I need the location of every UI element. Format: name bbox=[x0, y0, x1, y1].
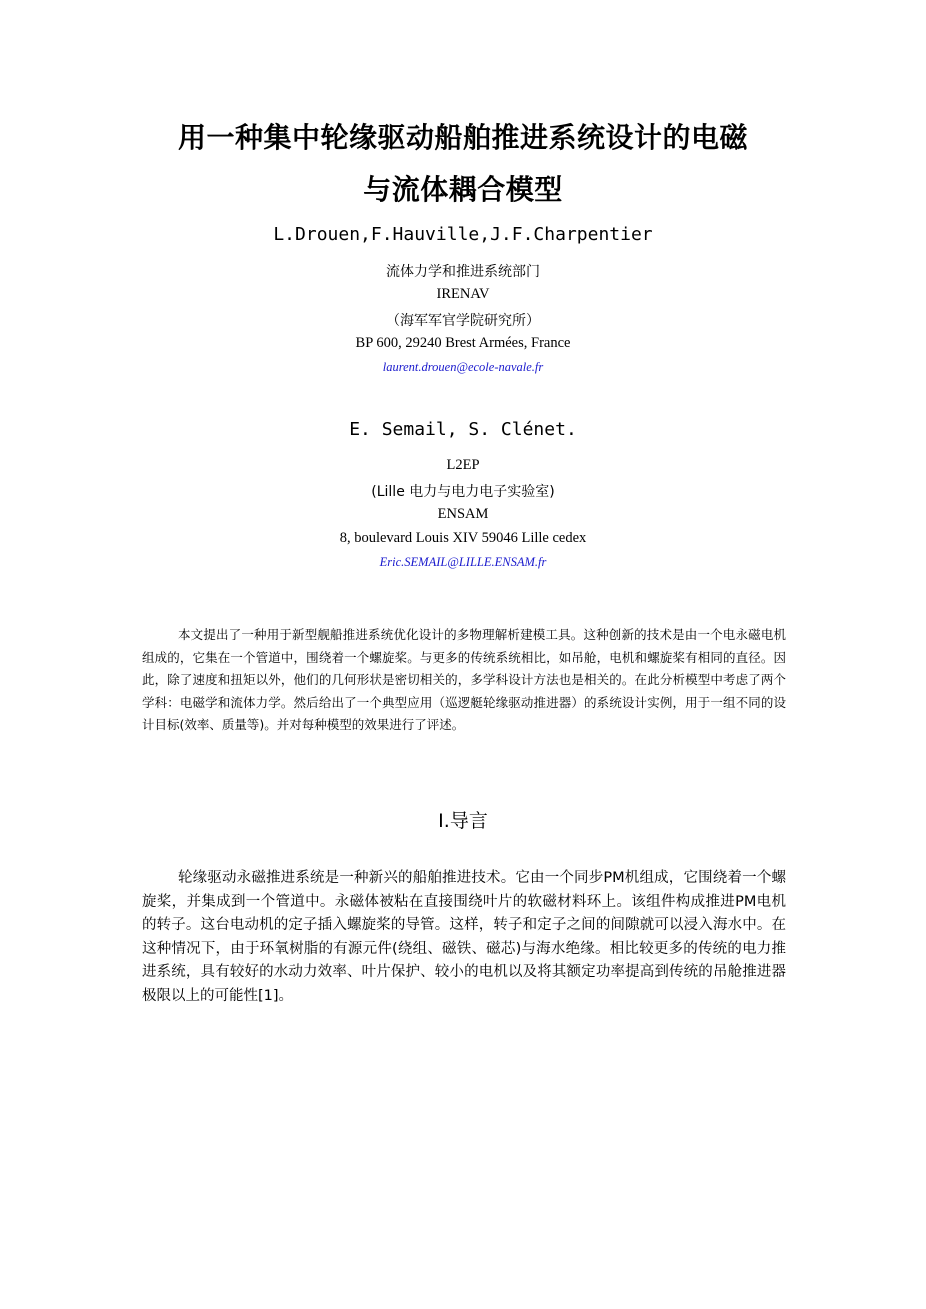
authors-group-1: L.Drouen,F.Hauville,J.F.Charpentier bbox=[273, 224, 653, 245]
address-2: 8, boulevard Louis XIV 59046 Lille cedex bbox=[339, 530, 587, 546]
paper-title-line-2: 与流体耦合模型 bbox=[363, 173, 563, 206]
paper-title-line-1: 用一种集中轮缘驱动船舶推进系统设计的电磁 bbox=[177, 121, 748, 154]
lab-name: L2EP bbox=[446, 457, 480, 473]
body-paragraph: 轮缘驱动永磁推进系统是一种新兴的船舶推进技术。它由一个同步PM机组成，它围绕着一个螺旋桨，并集成到一个管道中。永磁体被粘在直接围绕叶片的软磁材料环上。该组件构成推进PM电机的转子。这台电动机的定子插入螺旋桨的导管。这样，转子和定子之间的间隙就可以浸入海水中。在这种情况下，由于环氧树脂的有源元件(绕组、磁铁、磁芯)与海水绝缘。相比较更多的传统的电力推进系统，具有较好的水动力效率、叶片保护、较小的电机以及将其额定功率提高到传统的吊舱推进器极限以上的可能性[1]。 bbox=[142, 870, 786, 1004]
lab-full-name: (Lille 电力与电力电子实验室) bbox=[371, 484, 555, 500]
address-1: BP 600, 29240 Brest Armées, France bbox=[355, 335, 571, 351]
abstract-paragraph: 本文提出了一种用于新型舰船推进系统优化设计的多物理解析建模工具。这种创新的技术是由一个电永磁电机组成的，它集在一个管道中，围绕着一个螺旋桨。与更多的传统系统相比，如吊舱，电机和螺旋桨有相同的直径。因此，除了速度和扭矩以外，他们的几何形状是密切相关的，多学科设计方法也是相关的。在此分析模型中考虑了两个学科：电磁学和流体力学。然后给出了一个典型应用（巡逻艇轮缘驱动推进器）的系统设计实例，用于一组不同的设计目标(效率、质量等)。并对每种模型的效果进行了评述。 bbox=[142, 627, 786, 732]
institute-name: IRENAV bbox=[436, 286, 490, 302]
email-link-2[interactable]: Eric.SEMAIL@LILLE.ENSAM.fr bbox=[379, 555, 547, 569]
department-name: 流体力学和推进系统部门 bbox=[386, 264, 540, 280]
section-heading: I.导言 bbox=[438, 810, 488, 832]
email-link-1[interactable]: laurent.drouen@ecole-navale.fr bbox=[382, 360, 544, 374]
school-name: ENSAM bbox=[437, 506, 489, 522]
institute-full-name: （海军军官学院研究所） bbox=[386, 313, 540, 329]
paper-title bbox=[100, 112, 826, 216]
authors-group-2: E. Semail, S. Clénet. bbox=[349, 419, 577, 440]
